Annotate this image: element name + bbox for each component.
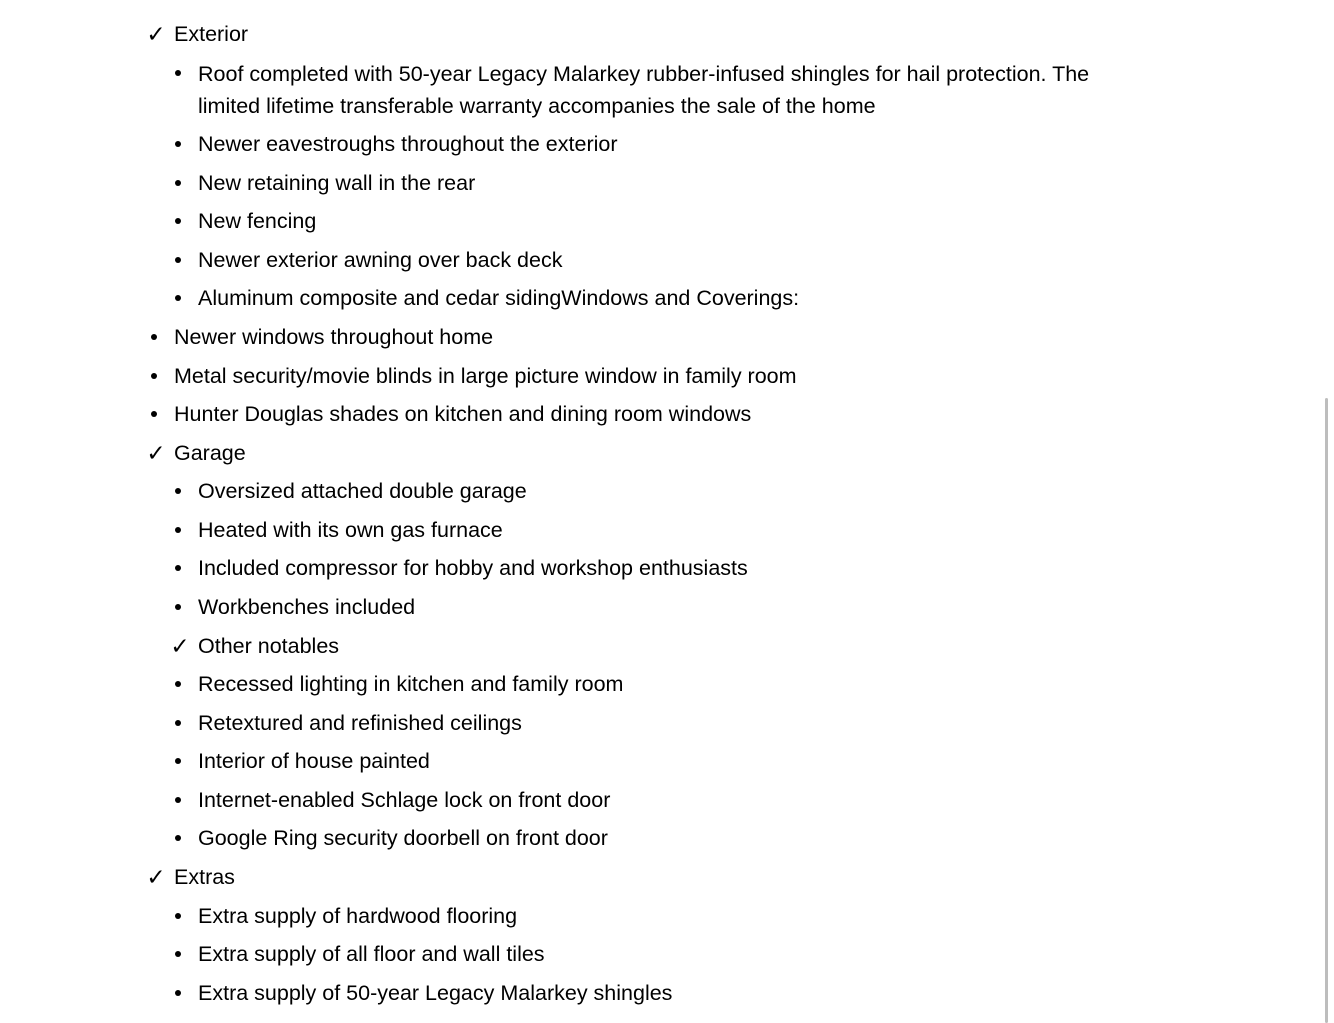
bullet-icon	[145, 361, 163, 391]
list-item-text: Included compressor for hobby and workshop enthusiasts	[198, 555, 748, 580]
checkmark-icon: ✓	[170, 632, 190, 659]
bullet-icon	[169, 515, 187, 545]
list-item-text: Hunter Douglas shades on kitchen and dining room windows	[174, 401, 752, 426]
bullet-icon	[169, 553, 187, 583]
section-heading-text: Exterior	[174, 21, 249, 46]
list-item-text: Internet-enabled Schlage lock on front door	[198, 787, 611, 812]
list-item-text: Extra supply of hardwood flooring	[198, 903, 518, 928]
list-item-text: Extra supply of all floor and wall tiles	[198, 941, 545, 966]
list-item-text: New retaining wall in the rear	[198, 170, 476, 195]
list-item-text: Heated with its own gas furnace	[198, 517, 503, 542]
checkmark-icon: ✓	[146, 863, 166, 890]
section-heading-text: Other notables	[198, 633, 340, 658]
list-item-text: Retextured and refinished ceilings	[198, 710, 522, 735]
list-item-text-line-1: Roof completed with 50-year Legacy Malarkey rubber-infused shingles for hail protection. The	[198, 62, 1090, 86]
bullet-icon	[169, 592, 187, 622]
bullet-icon	[169, 168, 187, 198]
bullet-icon	[169, 476, 187, 506]
bullet-icon	[169, 901, 187, 931]
section-heading-text: Extras	[174, 864, 235, 889]
bullet-icon	[169, 823, 187, 853]
list-item-text: Workbenches included	[198, 594, 416, 619]
list-item-text: Extra supply of 50-year Legacy Malarkey shingles	[198, 980, 673, 1005]
list-item-text: Aluminum composite and cedar sidingWindows and Coverings:	[198, 285, 800, 310]
list-item-text: Oversized attached double garage	[198, 478, 527, 503]
checkmark-icon: ✓	[146, 20, 166, 47]
list-item-text: Metal security/movie blinds in large picture window in family room	[174, 363, 797, 388]
bullet-icon	[169, 785, 187, 815]
bullet-icon	[169, 245, 187, 275]
list-item-text: Newer eavestroughs throughout the exterior	[198, 131, 618, 156]
list-item-text: Interior of house painted	[198, 748, 430, 773]
list-item-text: Recessed lighting in kitchen and family room	[198, 671, 624, 696]
list-item-text: New fencing	[198, 208, 317, 233]
bullet-icon	[169, 746, 187, 776]
list-item-text-line-2: limited lifetime transferable warranty accompanies the sale of the home	[198, 94, 876, 118]
list-item-text: Google Ring security doorbell on front door	[198, 825, 608, 850]
list-item-text: Newer exterior awning over back deck	[198, 247, 563, 272]
list-item-text: Newer windows throughout home	[174, 324, 494, 349]
bullet-icon	[169, 978, 187, 1008]
bullet-icon	[169, 939, 187, 969]
bullet-icon	[169, 206, 187, 236]
bullet-icon	[169, 283, 187, 313]
bullet-icon	[169, 669, 187, 699]
checkmark-icon: ✓	[146, 439, 166, 466]
bullet-icon	[169, 129, 187, 159]
bullet-icon	[169, 708, 187, 738]
list-item-text	[198, 58, 1089, 122]
bullet-icon	[145, 322, 163, 352]
bullet-icon	[169, 58, 187, 88]
vertical-scrollbar[interactable]	[1325, 398, 1328, 1023]
bullet-icon	[145, 399, 163, 429]
section-heading-text: Garage	[174, 440, 246, 465]
